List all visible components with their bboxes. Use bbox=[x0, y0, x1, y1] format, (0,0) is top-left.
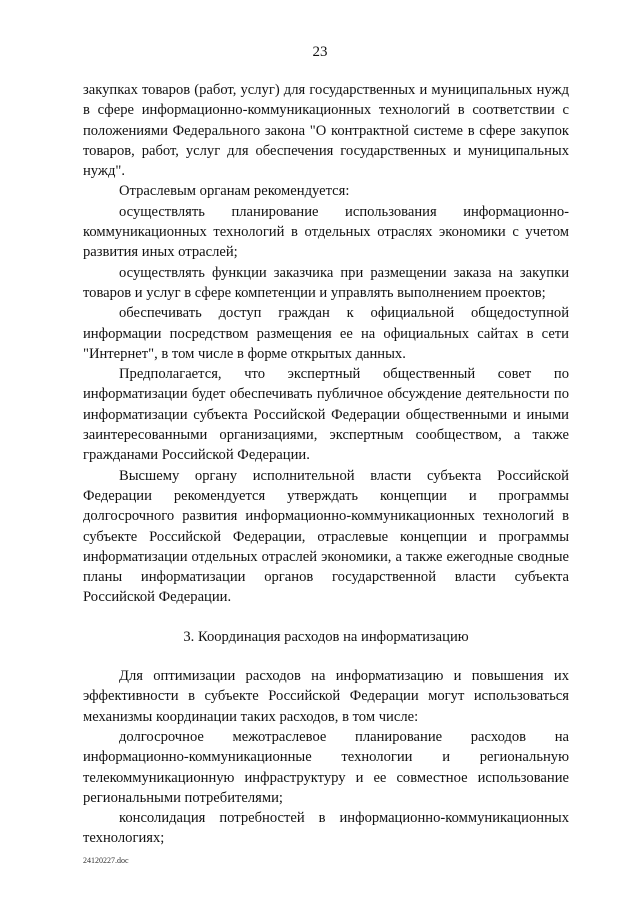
paragraph: Высшему органу исполнительной власти субъекта Российской Федерации рекомендуется утверждать концепции и программы долгосрочного развития информационно-коммуникационных технологий в субъекте Российской Федерации, отраслевые концепции и программы информатизации отдельных отраслей экономики, а также ежегодные сводные планы информатизации органов государственной власти субъекта Российской Федерации. bbox=[83, 467, 569, 606]
paragraph: обеспечивать доступ граждан к официальной общедоступной информации посредством размещения ее на официальных сайтах в сети "Интернет", в том числе в форме открытых данных. bbox=[83, 305, 569, 362]
paragraph: закупках товаров (работ, услуг) для государственных и муниципальных нужд в сфере информационно-коммуникационных технологий в соответствии с положениями Федерального закона "О контрактной системе в сфере закупок товаров, работ, услуг для обеспечения государственных и муниципальных нужд". bbox=[83, 82, 569, 180]
paragraph: Предполагается, что экспертный общественный совет по информатизации будет обеспечивать публичное обсуждение деятельности по информатизации субъекта Российской Федерации общественными и иными заинтересованными организациями, экспертным сообществом, а также гражданами Российской Федерации. bbox=[83, 366, 569, 464]
document-body bbox=[83, 80, 569, 849]
section-heading: 3. Координация расходов на информатизацию bbox=[183, 628, 469, 645]
paragraph: осуществлять планирование использования информационно-коммуникационных технологий в отдельных отраслях экономики с учетом развития иных отраслей; bbox=[83, 203, 569, 261]
paragraph: долгосрочное межотраслевое планирование расходов на информационно-коммуникационные технологии и региональную телекоммуникационную инфраструктуру и ее совместное использование региональными потребителями; bbox=[83, 728, 569, 806]
paragraph: осуществлять функции заказчика при размещении заказа на закупки товаров и услуг в сфере компетенции и управлять выполнением проектов; bbox=[83, 264, 569, 301]
page-number: 23 bbox=[312, 44, 328, 60]
paragraph: Для оптимизации расходов на информатизацию и повышения их эффективности в субъекте Российской Федерации могут использоваться механизмы координации таких расходов, в том числе: bbox=[83, 668, 569, 725]
paragraph: консолидация потребностей в информационно-коммуникационных технологиях; bbox=[83, 810, 569, 847]
paragraph: Отраслевым органам рекомендуется: bbox=[119, 183, 350, 200]
footer-file-name: 24120227.doc bbox=[83, 856, 129, 865]
